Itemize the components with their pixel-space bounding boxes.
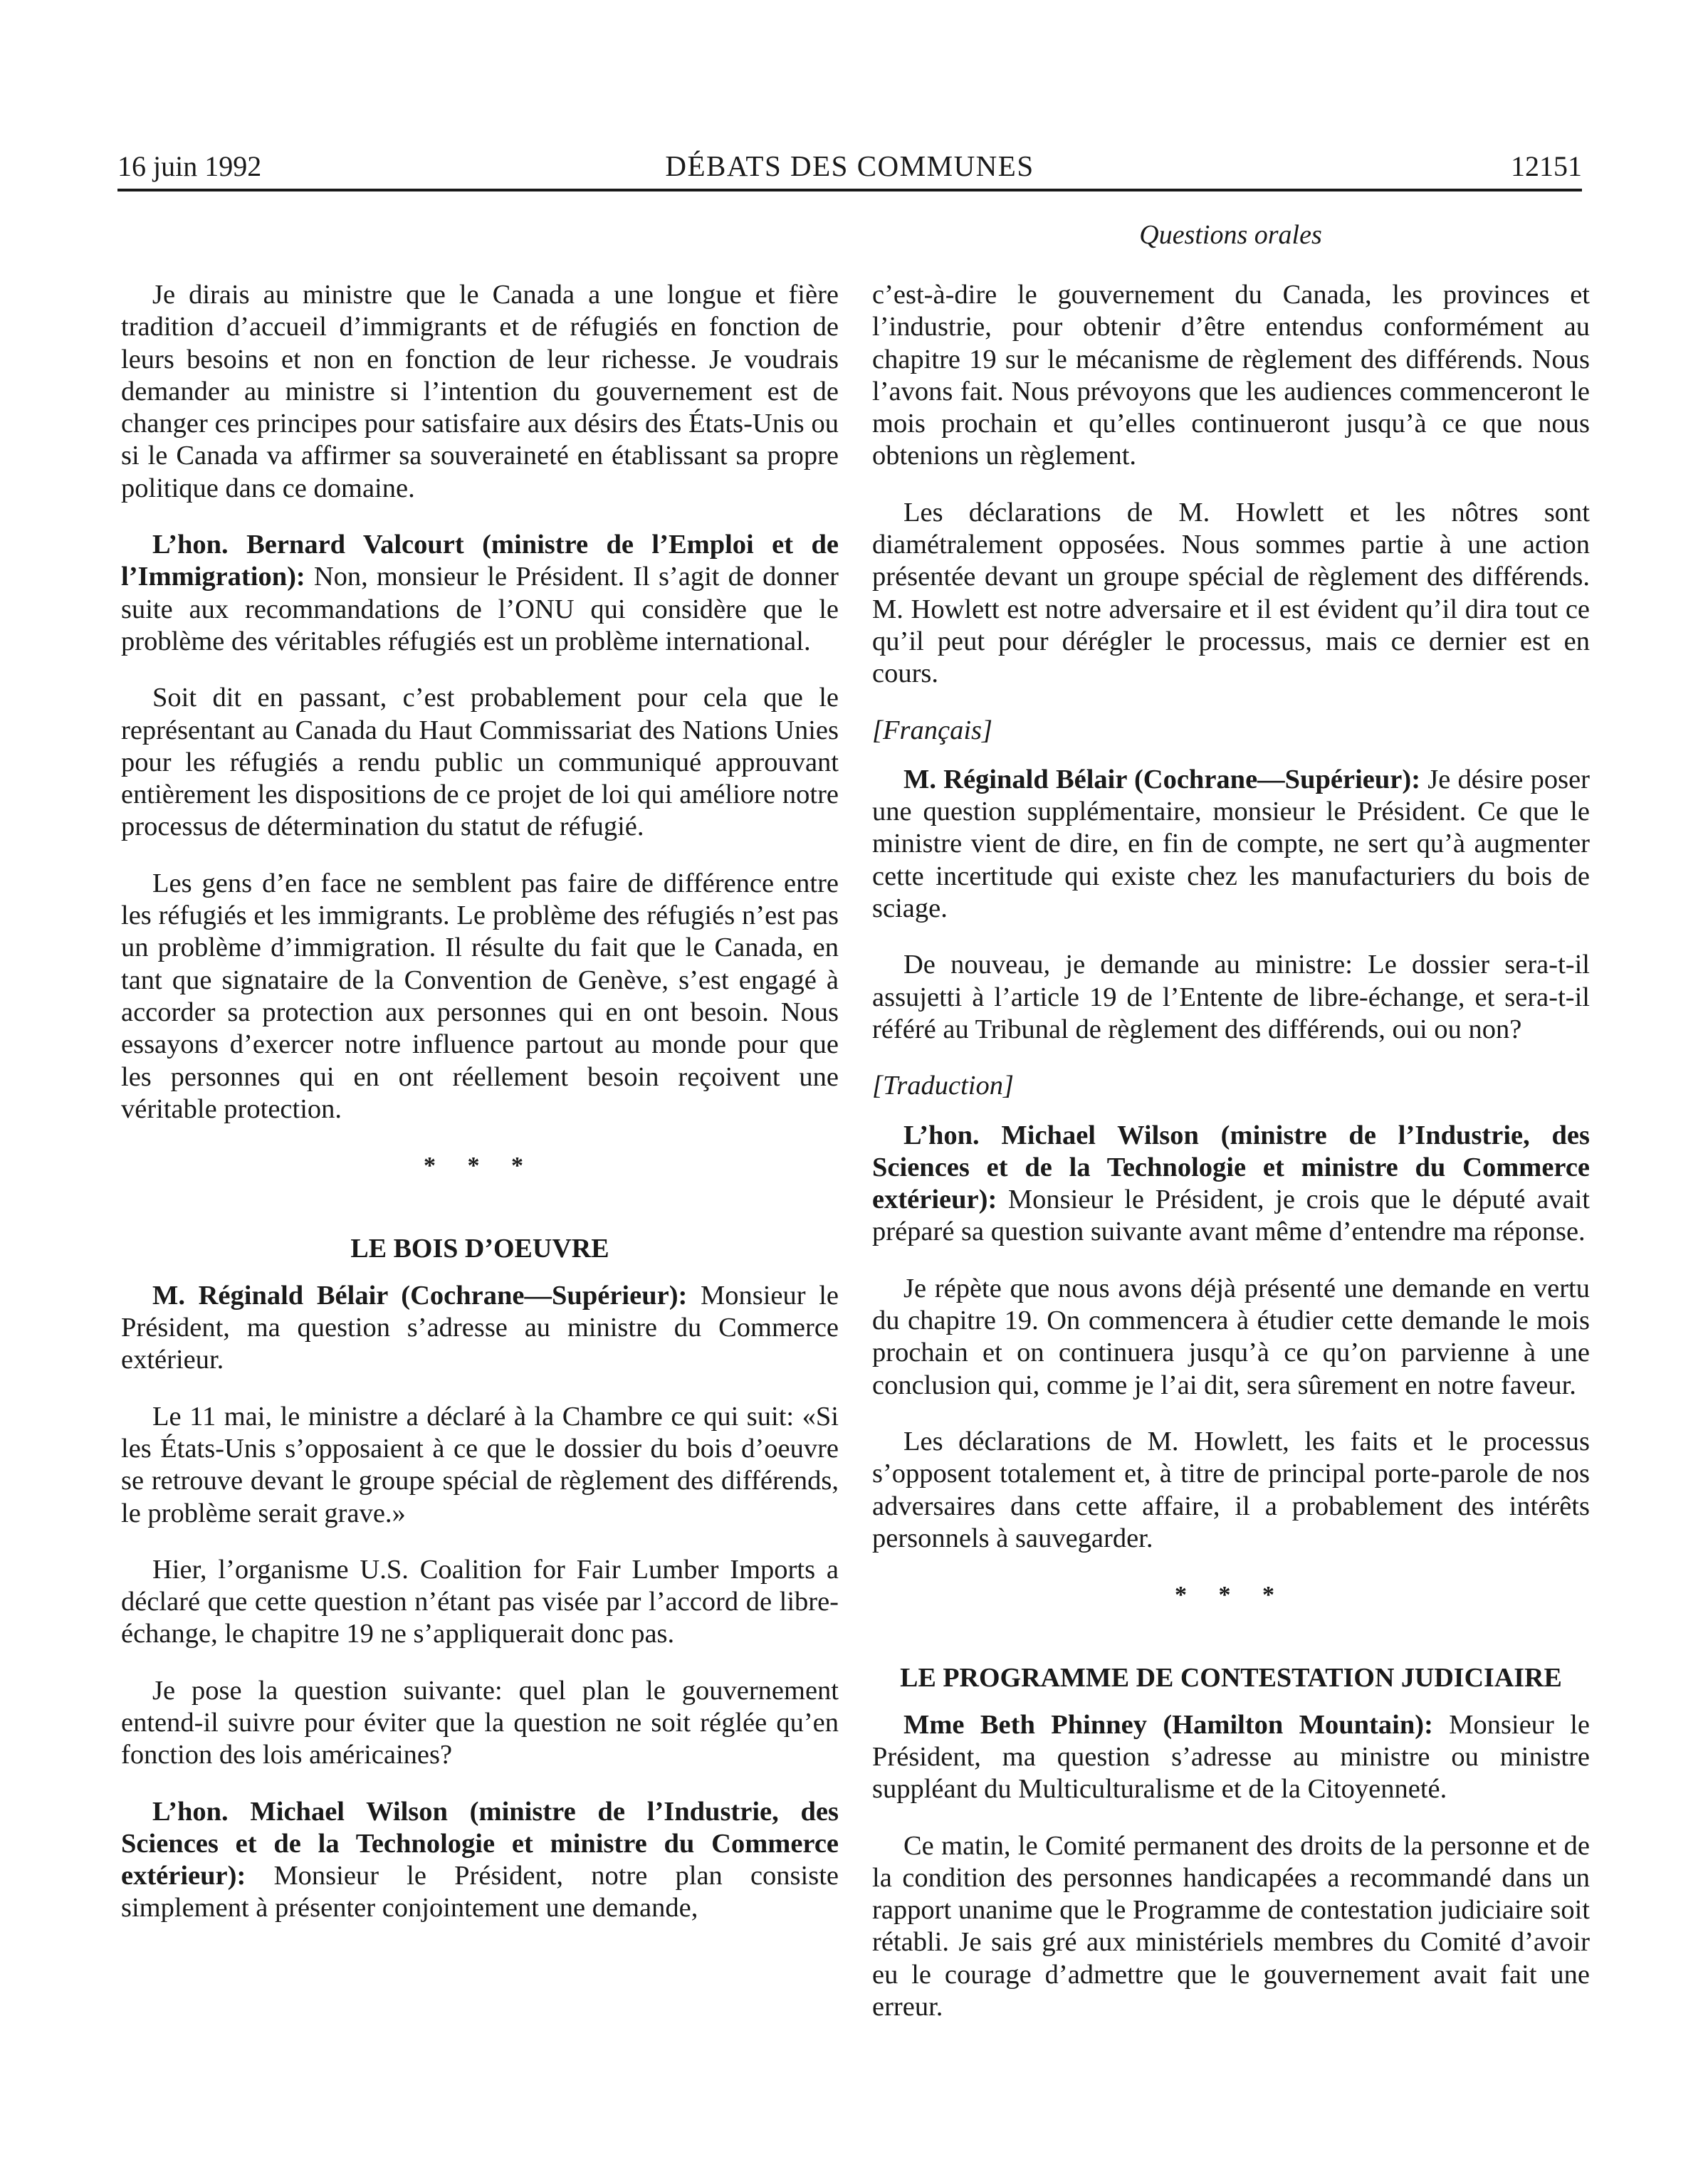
section-label: Questions orales	[1139, 220, 1322, 250]
section-separator: * * *	[1175, 1582, 1287, 1609]
paragraph: Le 11 mai, le ministre a déclaré à la Chambre ce qui suit: «Si les États-Unis s’opposaient à ce que le dossier du bois d’oeuvre se retrouve devant le groupe spécial de règlement des différends, le problème serait grave.»	[121, 1401, 839, 1528]
language-marker: [Traduction]	[872, 1071, 1014, 1101]
paragraph-speech	[872, 1120, 1590, 1249]
right-column	[872, 279, 1590, 2047]
speaker-name: L’hon. Michael Wilson (ministre de l’Industrie, des Sciences et de la Technologie et ministre du Commerce extérieur):	[121, 1796, 839, 1891]
speech-text: Monsieur le Président, notre plan consiste simplement à présenter conjointement une demande,	[121, 1861, 839, 1923]
paragraph: Hier, l’organisme U.S. Coalition for Fair Lumber Imports a déclaré que cette question n’étant pas visée par l’accord de libre-échange, le chapitre 19 ne s’appliquerait donc pas.	[121, 1554, 839, 1649]
speaker-name: L’hon. Michael Wilson (ministre de l’Industrie, des Sciences et de la Technologie et ministre du Commerce extérieur):	[872, 1120, 1590, 1215]
paragraph: Ce matin, le Comité permanent des droits de la personne et de la condition des personnes handicapées a recommandé dans un rapport unanime que le Programme de contestation judiciaire soit rétabli. Je sais gré aux ministériels membres du Comité d’avoir eu le courage d’admettre que le gouvernement avait fait une erreur.	[872, 1830, 1590, 2022]
paragraph-speech	[121, 1796, 839, 1925]
page-header	[117, 145, 1582, 191]
paragraph: Les déclarations de M. Howlett et les nôtres sont diamétralement opposées. Nous sommes partie à une action présentée devant un groupe spécial de règlement des différends. M. Howlett est notre adversaire et il est évident qu’il dira tout ce qu’il peut pour dérégler le processus, mais ce dernier est en cours.	[872, 497, 1590, 689]
header-title: DÉBATS DES COMMUNES	[665, 149, 1034, 182]
speaker-name: Mme Beth Phinney (Hamilton Mountain):	[903, 1709, 1433, 1740]
speaker-name: L’hon. Bernard Valcourt (ministre de l’Emploi et de l’Immigration):	[121, 530, 839, 592]
header-date: 16 juin 1992	[117, 150, 262, 182]
paragraph-speech	[872, 1709, 1590, 1806]
paragraph: Je répète que nous avons déjà présenté une demande en vertu du chapitre 19. On commencera à étudier cette demande le mois prochain et on continuera jusqu’à ce qu’on parvienne à une conclusion qui, comme je l’ai dit, sera sûrement en notre faveur.	[872, 1273, 1590, 1400]
paragraph-speech	[872, 764, 1590, 925]
paragraph: Les déclarations de M. Howlett, les faits et le processus s’opposent totalement et, à titre de principal porte-parole de nos adversaires dans cette affaire, il a probablement des intérêts personnels à sauvegarder.	[872, 1426, 1590, 1553]
section-heading: LE BOIS D’OEUVRE	[350, 1234, 609, 1264]
paragraph-speech	[121, 1280, 839, 1377]
left-column	[121, 279, 839, 1949]
speaker-name: M. Réginald Bélair (Cochrane—Supérieur):	[903, 764, 1421, 794]
paragraph: Je pose la question suivante: quel plan le gouvernement entend-il suivre pour éviter que la question ne soit réglée qu’en fonction des lois américaines?	[121, 1675, 839, 1770]
paragraph: Soit dit en passant, c’est probablement pour cela que le représentant au Canada du Haut Commissariat des Nations Unies pour les réfugiés a rendu public un communiqué approuvant entièrement les dispositions de ce projet de loi qui améliore notre processus de détermination du statut de réfugié.	[121, 683, 839, 842]
paragraph: c’est-à-dire le gouvernement du Canada, les provinces et l’industrie, pour obtenir d’être entendus conformément au chapitre 19 sur le mécanisme de règlement des différends. Nous l’avons fait. Nous prévoyons que les audiences commenceront le mois prochain et qu’elles continueront jusqu’à ce que nous obtenions un règlement.	[872, 280, 1590, 471]
speech-text: Je désire poser une question supplémentaire, monsieur le Président. Ce que le ministre vient de dire, en fin de compte, ne sert qu’à augmenter cette incertitude qui existe chez les manufacturiers du bois de sciage.	[872, 764, 1590, 924]
speech-text: Non, monsieur le Président. Il s’agit de donner suite aux recommandations de l’ONU qui considère que le problème des véritables réfugiés est un problème international.	[121, 562, 839, 656]
paragraph: Je dirais au ministre que le Canada a une longue et fière tradition d’accueil d’immigrants et de réfugiés en fonction de leurs besoins et non en fonction de leur richesse. Je voudrais demander au ministre si l’intention du gouvernement est de changer ces principes pour satisfaire aux désirs des États-Unis ou si le Canada va affirmer sa souveraineté en établissant sa propre politique dans ce domaine.	[121, 280, 839, 503]
paragraph-speech	[121, 529, 839, 658]
speech-text: Monsieur le Président, ma question s’adresse au ministre du Commerce extérieur.	[121, 1280, 839, 1375]
section-heading: LE PROGRAMME DE CONTESTATION JUDICIAIRE	[900, 1663, 1562, 1694]
speech-text: Monsieur le Président, je crois que le député avait préparé sa question suivante avant même d’entendre ma réponse.	[872, 1185, 1590, 1247]
language-marker: [Français]	[872, 715, 992, 745]
header-page-number: 12151	[1511, 150, 1582, 182]
section-separator: * * *	[424, 1153, 536, 1180]
speaker-name: M. Réginald Bélair (Cochrane—Supérieur):	[152, 1280, 688, 1311]
speech-text: Monsieur le Président, ma question s’adresse au ministre ou ministre suppléant du Multiculturalisme et de la Citoyenneté.	[872, 1709, 1590, 1805]
paragraph: Les gens d’en face ne semblent pas faire de différence entre les réfugiés et les immigrants. Le problème des réfugiés n’est pas un problème d’immigration. Il résulte du fait que le Canada, en tant que signataire de la Convention de Genève, s’est engagé à accorder sa protection aux personnes qui en ont besoin. Nous essayons d’exercer notre influence partout au monde pour que les personnes qui en ont réellement besoin reçoivent une véritable protection.	[121, 868, 839, 1124]
paragraph: De nouveau, je demande au ministre: Le dossier sera-t-il assujetti à l’article 19 de l’Entente de libre-échange, et sera-t-il référé au Tribunal de règlement des différends, oui ou non?	[872, 950, 1590, 1044]
